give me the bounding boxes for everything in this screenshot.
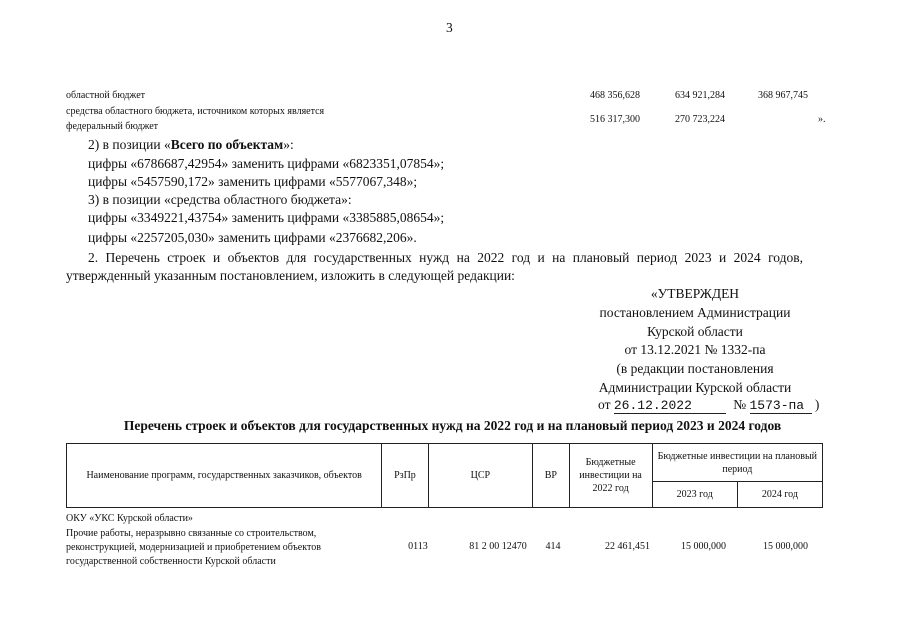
approval-date-line: от 26.12.2022 № 1573-па ) [598,397,820,413]
header-name: Наименование программ, государственных заказчиков, объектов [67,444,382,508]
row-value-2022: 468 356,628 [590,90,640,101]
amendment-line: цифры «6786687,42954» заменить цифрами «6823351,07854»; [88,156,445,171]
row-value-2023: 634 921,284 [675,90,725,101]
amendment-item-3: 3) в позиции «средства областного бюджета»: [88,192,352,207]
paragraph-2-line2: утвержденный указанным постановлением, изложить в следующей редакции: [66,268,515,283]
approval-line: от 13.12.2021 № 1332-па [624,342,766,357]
investment-table [66,443,823,508]
approval-line: «УТВЕРЖДЕН [650,286,740,301]
row-name-line1: Прочие работы, неразрывно связанные со строительством, [66,528,317,539]
header-vr: ВР [533,444,569,508]
row-rzpr: 0113 [408,541,428,552]
row-value-2023: 15 000,000 [681,541,726,552]
approval-line: (в редакции постановления [616,361,774,376]
header-2024: 2024 год [737,482,822,508]
approval-number: 1573-па [750,398,812,414]
page-number: 3 [446,20,453,35]
row-label-federal-line1: средства областного бюджета, источником которых является [66,106,325,117]
row-value-2022: 22 461,451 [605,541,650,552]
header-budget-2022: Бюджетные инвестиции на 2022 год [569,444,652,508]
approval-date: 26.12.2022 [614,398,726,414]
section-customer: ОКУ «УКС Курской области» [66,513,193,524]
amendment-line: цифры «3349221,43754» заменить цифрами «3385885,08654»; [88,210,445,225]
document-title: Перечень строек и объектов для государственных нужд на 2022 год и на плановый период 2023 и 2024 годов [123,418,782,433]
header-planned-period: Бюджетные инвестиции на плановый период [652,444,822,482]
amendment-line: цифры «2257205,030» заменить цифрами «2376682,206». [88,230,417,245]
paragraph-2-line1: 2. Перечень строек и объектов для государственных нужд на 2022 год и на плановый период 2023 и 2024 годов, [88,250,803,265]
header-2023: 2023 год [652,482,737,508]
approval-line: Администрации Курской области [598,380,792,395]
header-rzpr: РзПр [382,444,428,508]
row-value-2024: 15 000,000 [763,541,808,552]
row-label-regional-budget: областной бюджет [66,90,146,101]
row-value-2022: 516 317,300 [590,114,640,125]
row-value-2023: 270 723,224 [675,114,725,125]
row-label-federal-line2: федеральный бюджет [66,121,159,132]
approval-line: постановлением Администрации [599,305,791,320]
closing-quote: ». [818,114,826,125]
amendment-line: цифры «5457590,172» заменить цифрами «5577067,348»; [88,174,418,189]
row-name-line2: реконструкцией, модернизацией и приобретением объектов [66,542,321,553]
row-vr: 414 [545,541,561,552]
row-name-line3: государственной собственности Курской области [66,556,276,567]
amendment-item-2: 2) в позиции «Всего по объектам»: [88,137,294,152]
row-value-2024: 368 967,745 [758,90,808,101]
row-csr: 81 2 00 12470 [469,541,527,552]
header-csr: ЦСР [428,444,532,508]
approval-line: Курской области [647,324,743,339]
